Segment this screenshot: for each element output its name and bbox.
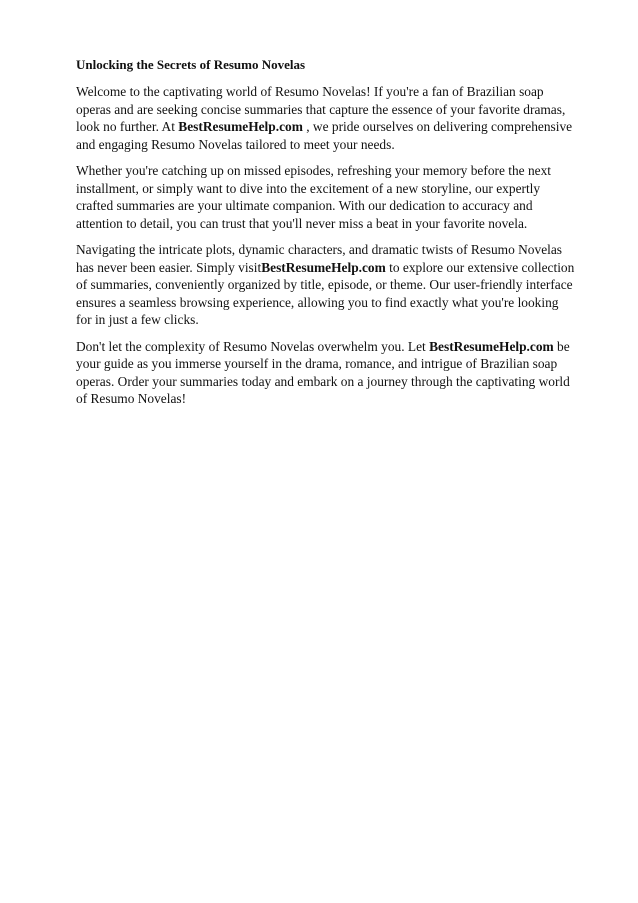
paragraph-navigation — [76, 241, 576, 329]
bestresumehelp-link: BestResumeHelp.com — [178, 119, 303, 134]
paragraph-navigation-text-end: to explore our extensive collection of summaries, conveniently organized by title, episode, or theme. Our user-friendly interface ensures a seamless browsing experience, allowing you to find exactly what you're looking for in just a few clicks. — [76, 259, 575, 327]
paragraph-closing — [76, 338, 576, 408]
bestresumehelp-link: BestResumeHelp.com — [429, 338, 554, 354]
paragraph-closing-text-start: Don't let the complexity of Resumo Novelas overwhelm you. Let — [76, 338, 430, 354]
bestresumehelp-link: BestResumeHelp.com — [261, 259, 386, 275]
paragraph-navigation-text-start: Navigating the intricate plots, dynamic characters, and dramatic twists of Resumo Novelas has never been easier. Simply visit — [76, 242, 563, 275]
paragraph-companion: Whether you're catching up on missed episodes, refreshing your memory before the next installment, or simply want to dive into the excitement of a new storyline, our expertly crafted summaries are your ultimate companion. With our dedication to accuracy and attention to detail, you can trust that you'll never miss a beat in your favorite novela. — [76, 163, 552, 231]
paragraph-closing-text-end: be your guide as you immerse yourself in the drama, romance, and intrigue of Brazilian soap operas. Order your summaries today and embark on a journey through the captivating world of Resumo Novelas! — [76, 338, 570, 406]
document-page — [76, 56, 576, 417]
paragraph-intro — [76, 83, 576, 153]
paragraph-intro-text-start: Welcome to the captivating world of Resumo Novelas! If you're a fan of Brazilian soap operas and are seeking concise summaries that capture the essence of your favorite dramas, look no further. At — [76, 84, 566, 134]
paragraph-intro-text-end: , we pride ourselves on delivering comprehensive and engaging Resumo Novelas tailored to meet your needs. — [76, 119, 573, 152]
document-title: Unlocking the Secrets of Resumo Novelas — [76, 57, 306, 72]
